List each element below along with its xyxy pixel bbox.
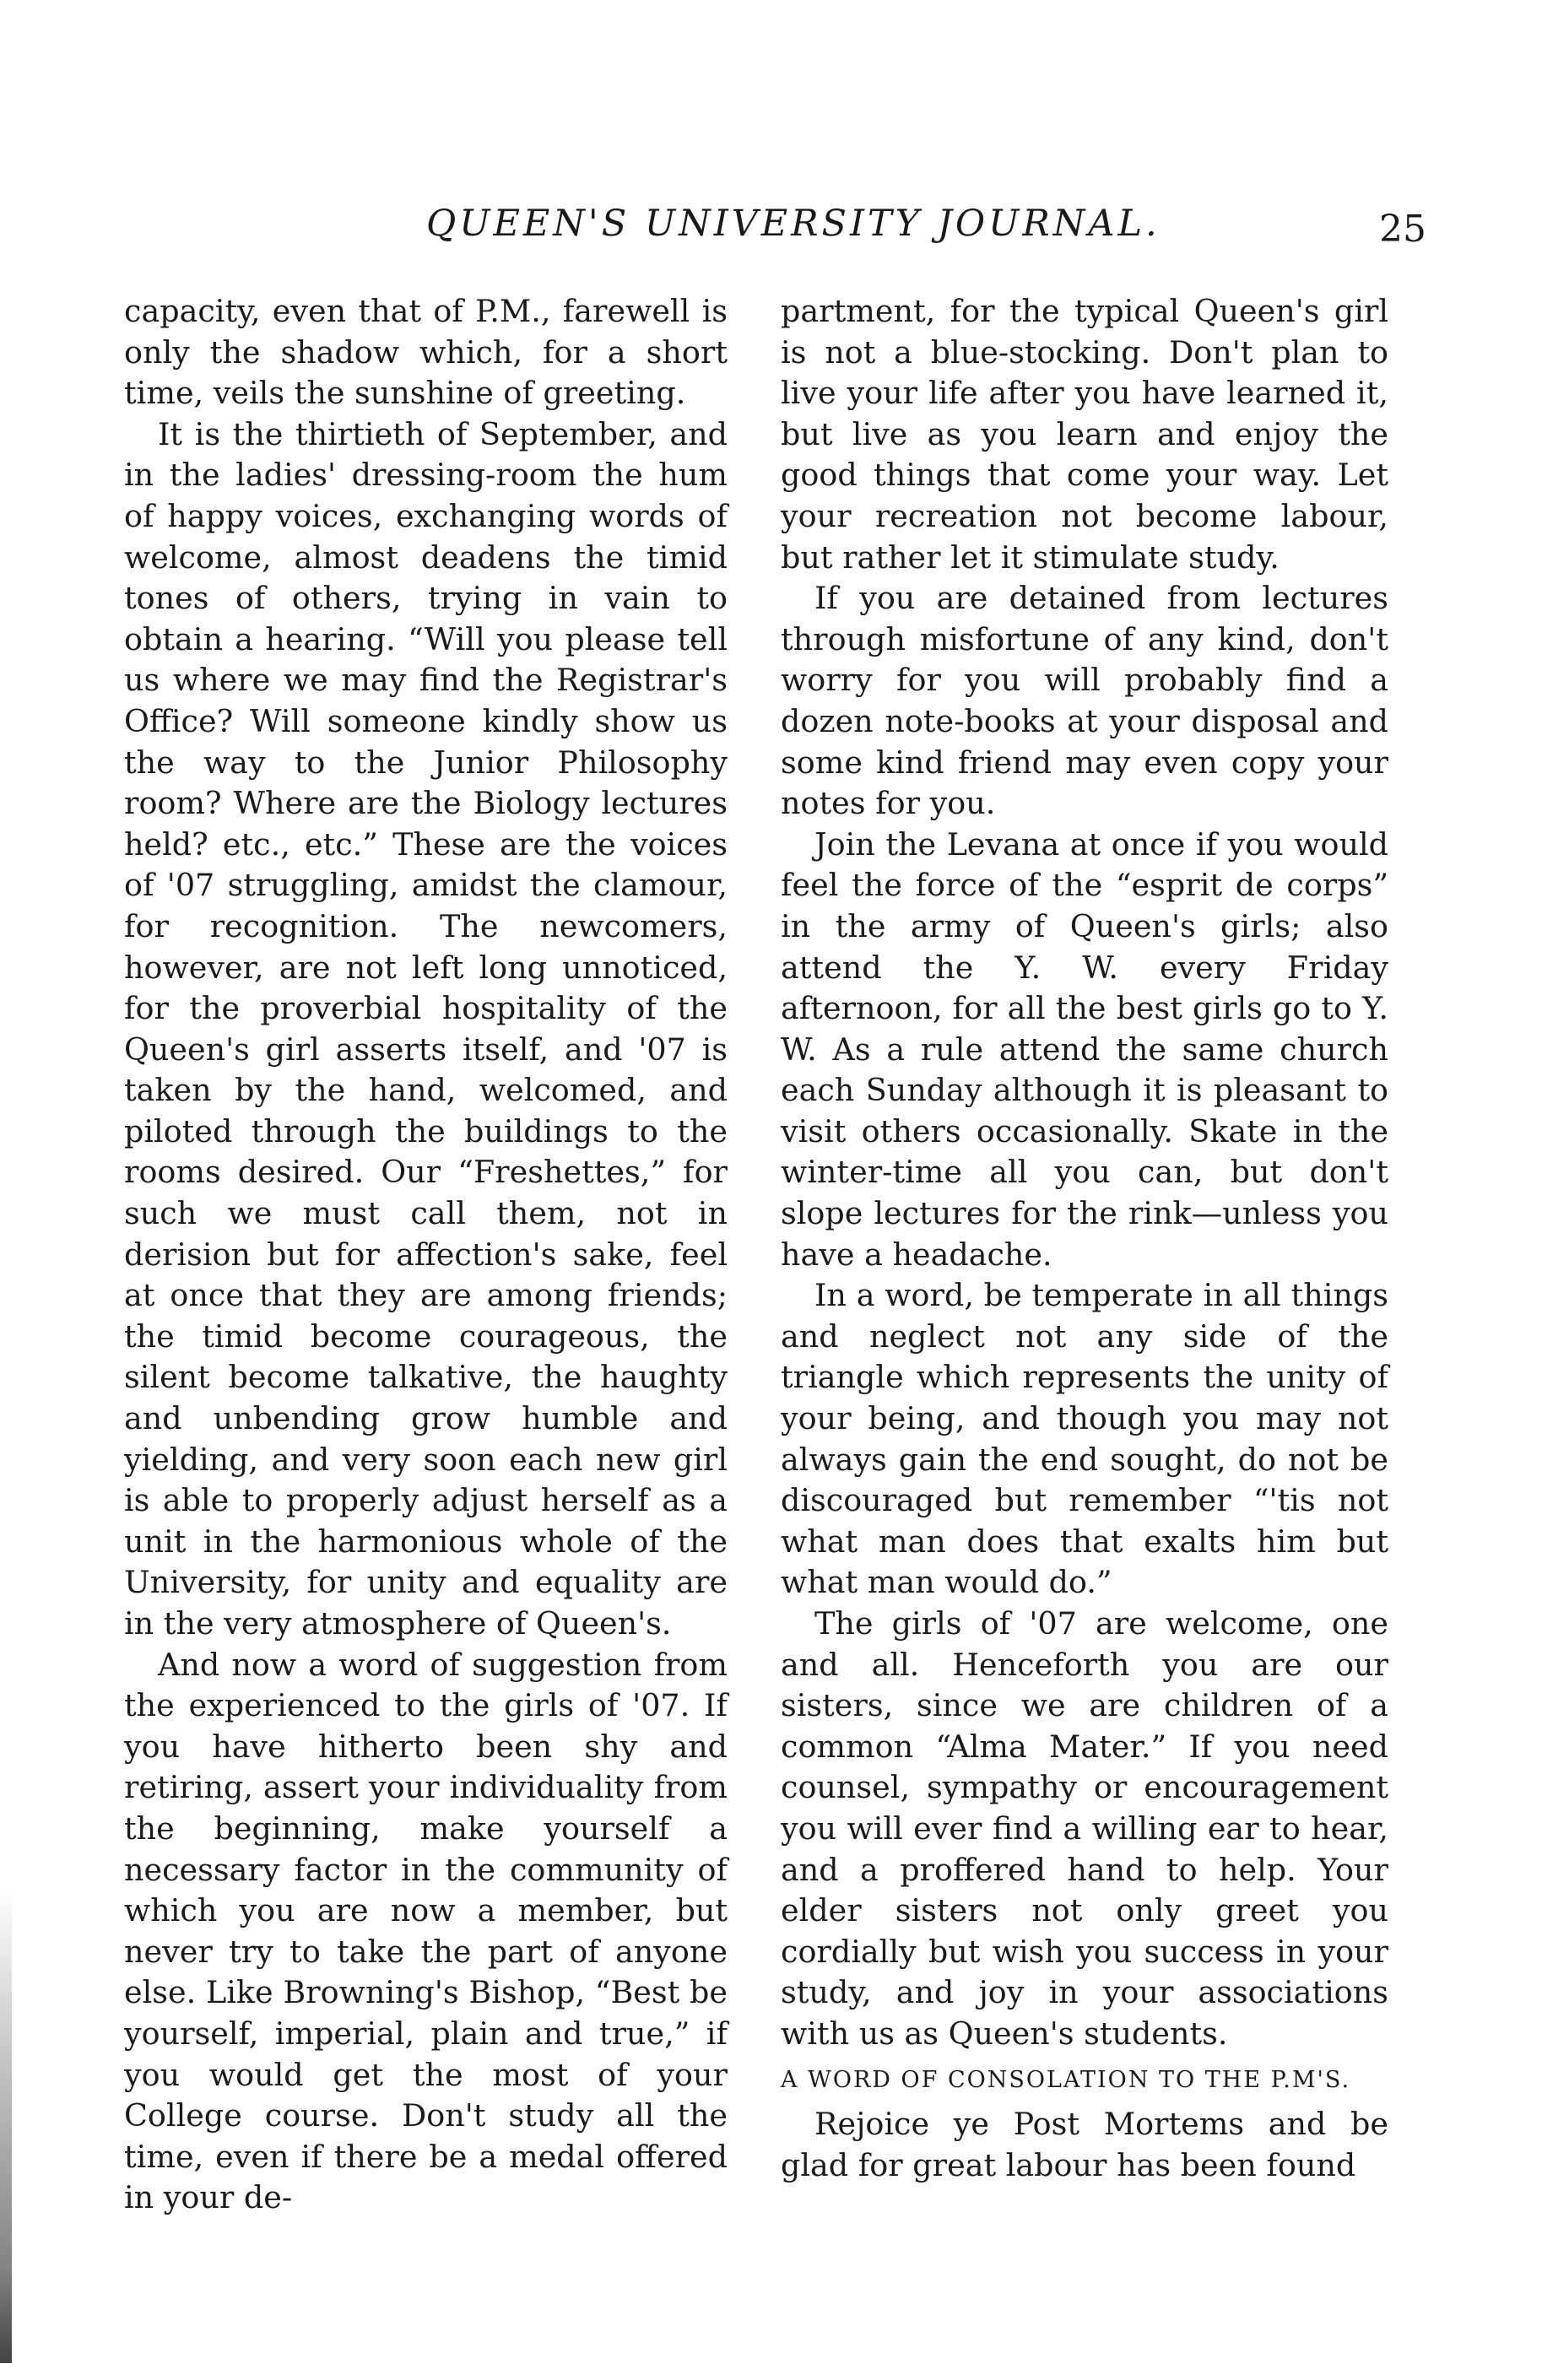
paragraph: And now a word of suggestion from the experienced to the girls of '07. If you have hitherto been shy and retiring, assert your individuality from the beginning, make yourself a necessary factor in the community of which you are now a member, but never try to take the part of anyone else. Like Browning's Bishop, “Best be yourself, imperial, plain and true,” if you would get the most of your College course. Don't study all the time, even if there be a medal offered in your de-	[124, 1646, 728, 2216]
right-column	[781, 291, 1388, 2186]
page-number: 25	[1379, 208, 1426, 251]
paragraph: It is the thirtieth of September, and in the ladies' dressing-room the hum of happy voices, exchanging words of welcome, almost deadens the timid tones of others, trying in vain to obtain a hearing. “Will you please tell us where we may find the Registrar's Office? Will someone kindly show us the way to the Junior Philosophy room? Where are the Biology lectures held? etc., etc.” These are the voices of '07 struggling, amidst the clamour, for recognition. The newcomers, however, are not left long unnoticed, for the proverbial hospitality of the Queen's girl asserts itself, and '07 is taken by the hand, welcomed, and piloted through the buildings to the rooms desired. Our “Freshettes,” for such we must call them, not in derision but for affection's sake, feel at once that they are among friends; the timid become courageous, the silent become talkative, the haughty and unbending grow humble and yielding, and very soon each new girl is able to properly adjust herself as a unit in the harmonious whole of the University, for unity and equality are in the very atmosphere of Queen's.	[124, 415, 728, 1642]
paragraph: The girls of '07 are welcome, one and all. Henceforth you are our sisters, since we are children of a common “Alma Mater.” If you need counsel, sympathy or encouragement you will ever find a willing ear to hear, and a proffered hand to help. Your elder sisters not only greet you cordially but wish you success in your study, and joy in your associations with us as Queen's students.	[781, 1605, 1388, 2052]
paragraph: partment, for the typical Queen's girl is not a blue-stocking. Don't plan to live your life after you have learned it, but live as you learn and enjoy the good things that come your way. Let your recreation not become labour, but rather let it stimulate study.	[781, 293, 1388, 576]
paragraph: Join the Levana at once if you would feel the force of the “esprit de corps” in the army of Queen's girls; also attend the Y. W. every Friday afternoon, for all the best girls go to Y. W. As a rule attend the same church each Sunday although it is pleasant to visit others occasionally. Skate in the winter-time all you can, but don't slope lectures for the rink—unless you have a headache.	[781, 825, 1388, 1273]
paragraph: If you are detained from lectures through misfortune of any kind, don't worry for you will probably find a dozen note-books at your disposal and some kind friend may even copy your notes for you.	[781, 580, 1388, 822]
section-subheading: A WORD OF CONSOLATION TO THE P.M'S.	[781, 2066, 1351, 2093]
paragraph: In a word, be temperate in all things and neglect not any side of the triangle which represents the unity of your being, and though you may not always gain the end sought, do not be discouraged but remember “'tis not what man does that exalts him but what man would do.”	[781, 1277, 1388, 1601]
scan-edge-shadow	[0, 1890, 12, 2363]
running-title: QUEEN'S UNIVERSITY JOURNAL.	[426, 203, 1161, 245]
paragraph: capacity, even that of P.M., farewell is only the shadow which, for a short time, veils the sunshine of greeting.	[124, 293, 728, 412]
left-column	[124, 291, 728, 2219]
paragraph: Rejoice ye Post Mortems and be glad for great labour has been found	[781, 2106, 1388, 2183]
